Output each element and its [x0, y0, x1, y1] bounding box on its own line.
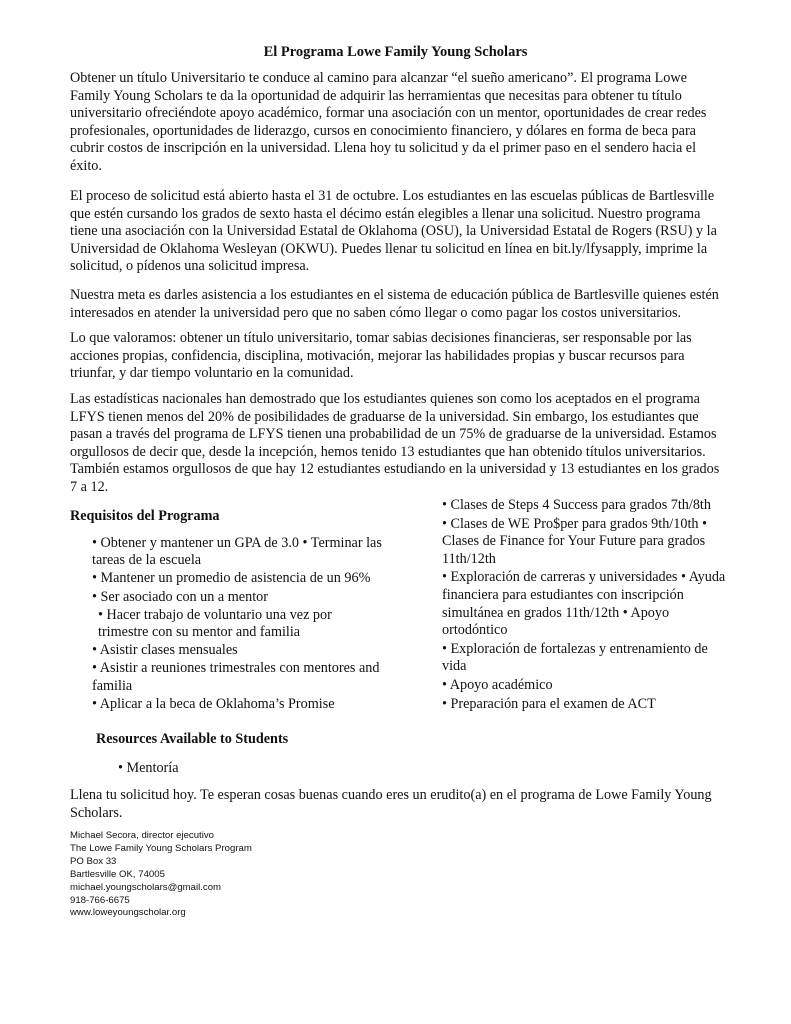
- paragraph-application: El proceso de solicitud está abierto hasta el 31 de octubre. Los estudiantes en las escuelas públicas de Bartlesville que estén cursando los grados de sexto hasta el décimo están elegibles a llenar una solicitud. Nuestro programa tiene una asociación con la Universidad Estatal de Oklahoma (OSU), la Universidad Estatal de Rogers (RSU) y la Universidad de Oklahoma Wesleyan (OKWU). Puedes llenar tu solicitud en línea en bit.ly/lfysapply, imprime la solicitud, o pídenos una solicitud impresa.: [70, 188, 717, 275]
- requirement-item: • Aplicar a la beca de Oklahoma’s Promise: [92, 695, 335, 712]
- resource-item-mentoring: • Mentoría: [118, 760, 179, 776]
- resources-heading: Resources Available to Students: [96, 731, 289, 747]
- closing-paragraph: Llena tu solicitud hoy. Te esperan cosas buenas cuando eres un erudito(a) en el programa de Lowe Family Young Scholars.: [70, 787, 712, 821]
- requirements-list: [92, 535, 382, 714]
- paragraph-goal: Nuestra meta es darles asistencia a los estudiantes en el sistema de educación pública de Bartlesville quienes estén interesados en atender la universidad pero que no saben cómo llegar o como pagar los costos universitarios.: [70, 287, 719, 321]
- requirement-item: • Hacer trabajo de voluntario una vez por trimestre con su mentor and familia: [98, 606, 332, 641]
- contact-po-box: PO Box 33: [70, 855, 117, 867]
- resource-item: • Clases de WE Pro$per para grados 9th/10th • Clases de Finance for Your Future para grados 11th/12th: [442, 515, 707, 567]
- requirement-item: • Ser asociado con un a mentor: [92, 588, 268, 605]
- resource-item: • Apoyo académico: [442, 676, 553, 693]
- contact-phone: 918-766-6675: [70, 894, 130, 906]
- contact-name: Michael Secora, director ejecutivo: [70, 830, 214, 841]
- contact-city: Bartlesville OK, 74005: [70, 868, 165, 880]
- resources-list: [442, 497, 732, 714]
- paragraph-intro: Obtener un título Universitario te conduce al camino para alcanzar “el sueño americano”. El programa Lowe Family Young Scholars te da la oportunidad de adquirir las herramientas que necesitas para obtener tu título universitario ofreciéndote apoyo académico, formar una asociación con un mentor, oportunidades de crear redes profesionales, oportunidades de liderazgo, cursos en conocimiento financiero, y dólares en forma de beca para cubrir costos de inscripción en la universidad. Llena hoy tu solicitud y da el primer paso en el sendero hacia el éxito.: [70, 70, 707, 174]
- paragraph-values: Lo que valoramos: obtener un título universitario, tomar sabias decisiones financieras, ser responsable por las acciones propias, confidencia, disciplina, motivación, mejorar las habilidades propias y buscar recursos para triunfar, y dar tiempo voluntario en la comunidad.: [70, 330, 692, 382]
- paragraph-statistics: Las estadísticas nacionales han demostrado que los estudiantes quienes son como los aceptados en el programa LFYS tienen menos del 20% de posibilidades de graduarse de la universidad. Sin embargo, los estudiantes que pasan a través del programa de LFYS tienen una probabilidad de un 75% de graduarse de la universidad. Estamos orgullosos de decir que, desde la incepción, hemos tenido 13 estudiantes que han obtenido títulos universitarios. También estamos orgullosos de que hay 12 estudiantes estudiando en la universidad y 13 estudiantes en los grados 7 a 12.: [70, 391, 720, 495]
- resource-item: • Exploración de fortalezas y entrenamiento de vida: [442, 640, 708, 675]
- document-title: El Programa Lowe Family Young Scholars: [263, 44, 528, 60]
- requirements-heading: Requisitos del Programa: [70, 508, 220, 524]
- contact-organization: The Lowe Family Young Scholars Program: [70, 842, 252, 854]
- resource-item: • Preparación para el examen de ACT: [442, 695, 656, 712]
- contact-block: [70, 830, 470, 920]
- resource-item: • Clases de Steps 4 Success para grados 7th/8th: [442, 497, 711, 513]
- requirement-item: • Mantener un promedio de asistencia de un 96%: [92, 570, 371, 587]
- contact-email: michael.youngscholars@gmail.com: [70, 881, 222, 893]
- resource-item: • Exploración de carreras y universidades • Ayuda financiera para estudiantes con inscripción simultánea en grados 11th/12th • Apoyo ortodóntico: [442, 569, 726, 639]
- requirement-item: • Obtener y mantener un GPA de 3.0 • Terminar las tareas de la escuela: [92, 535, 382, 569]
- requirement-item: • Asistir clases mensuales: [92, 642, 238, 659]
- requirement-item: • Asistir a reuniones trimestrales con mentores and familia: [92, 660, 380, 694]
- contact-website: www.loweyoungscholar.org: [70, 907, 186, 919]
